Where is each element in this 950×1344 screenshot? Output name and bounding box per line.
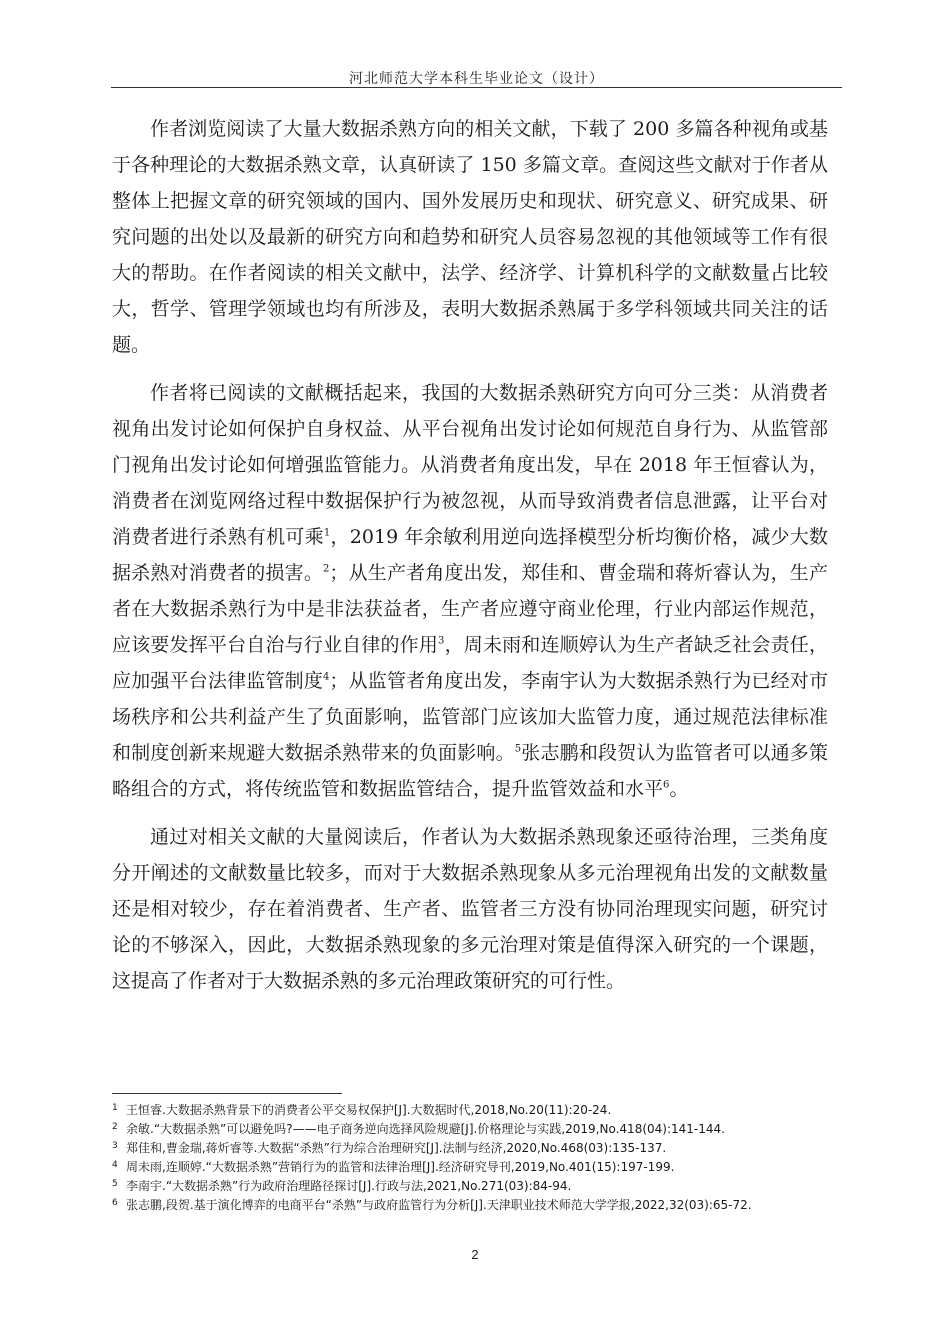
footnote-item xyxy=(112,1101,842,1120)
footnote-number: 2 xyxy=(112,1122,118,1132)
text-segment: 作者将已阅读的文献概括起来，我国的大数据杀熟研究方向可分三类：从消费者视角出发讨论如何保护自身权益、从平台视角出发讨论如何规范自身行为、从监管部门视角出发讨论如何增强监管能力。从消费者角度出发，早在 2018 年王恒睿认为，消费者在浏览网络过程中数据保护行为被忽视，从而导致消费者信息泄露，让平台对消费者进行杀熟有机可乘 xyxy=(112,382,828,548)
footnote-divider xyxy=(112,1093,342,1094)
footnote-reference: 6 xyxy=(663,779,670,791)
body-paragraph xyxy=(112,819,828,999)
body-paragraph xyxy=(112,111,828,363)
footnote-reference: 3 xyxy=(438,635,445,647)
footnote-text: 周未雨,连顺婷.“大数据杀熟”营销行为的监管和法律治理[J].经济研究导刊,2019,No.401(15):197-199. xyxy=(126,1160,675,1174)
footnote-number: 3 xyxy=(112,1141,118,1151)
footnote-item xyxy=(112,1177,842,1196)
page-number: 2 xyxy=(471,1247,479,1262)
text-segment: ，周未雨和连顺婷认为生产者缺乏社会责任，应加强平台法律监管制度 xyxy=(112,634,828,692)
footnote-text: 张志鹏,段贺.基于演化博弈的电商平台“杀熟”与政府监管行为分析[J].天津职业技术师范大学学报,2022,32(03):65-72. xyxy=(126,1198,752,1212)
text-segment: 作者浏览阅读了大量大数据杀熟方向的相关文献，下载了 200 多篇各种视角或基于各种理论的大数据杀熟文章，认真研读了 150 多篇文章。查阅这些文献对于作者从整体上把握文章的研究领域的国内、国外发展历史和现状、研究意义、研究成果、研究问题的出处以及最新的研究方向和趋势和研究人员容易忽视的其他领域等工作有很大的帮助。在作者阅读的相关文献中，法学、经济学、计算机科学的文献数量占比较大，哲学、管理学领域也均有所涉及，表明大数据杀熟属于多学科领域共同关注的话题。 xyxy=(112,118,828,356)
text-segment: ；从监管者角度出发，李南宇认为大数据杀熟行为已经对市场秩序和公共利益产生了负面影响，监管部门应该加大监管力度，通过规范法律标准和制度创新来规避大数据杀熟带来的负面影响。 xyxy=(112,670,828,764)
footnote-number: 4 xyxy=(112,1160,118,1170)
footnote-reference: 5 xyxy=(514,743,522,755)
text-segment: ；从生产者角度出发，郑佳和、曹金瑞和蒋炘睿认为，生产者在大数据杀熟行为中是非法获益者，生产者应遵守商业伦理，行业内部运作规范，应该要发挥平台自治与行业自律的作用 xyxy=(112,562,828,656)
text-segment: 张志鹏和段贺认为监管者可以通多策略组合的方式，将传统监管和数据监管结合，提升监管效益和水平 xyxy=(112,742,828,800)
footnote-text: 余敏.“大数据杀熟”可以避免吗?——电子商务逆向选择风险规避[J].价格理论与实践,2019,No.418(04):141-144. xyxy=(126,1122,725,1136)
footnote-number: 1 xyxy=(112,1103,118,1113)
text-segment: 。 xyxy=(669,778,689,800)
footnote-item xyxy=(112,1158,842,1177)
footnote-item xyxy=(112,1196,842,1215)
footnote-number: 6 xyxy=(112,1198,118,1208)
footnote-reference: 4 xyxy=(323,671,330,683)
footnote-text: 李南宇.“大数据杀熟”行为政府治理路径探讨[J].行政与法,2021,No.271(03):84-94. xyxy=(126,1179,572,1193)
footnote-reference: 2 xyxy=(323,563,330,575)
footnote-text: 王恒睿.大数据杀熟背景下的消费者公平交易权保护[J].大数据时代,2018,No.20(11):20-24. xyxy=(126,1103,612,1117)
body-paragraph xyxy=(112,375,828,807)
footnote-item xyxy=(112,1139,842,1158)
text-segment: 通过对相关文献的大量阅读后，作者认为大数据杀熟现象还亟待治理，三类角度分开阐述的文献数量比较多，而对于大数据杀熟现象从多元治理视角出发的文献数量还是相对较少，存在着消费者、生产者、监管者三方没有协同治理现实问题，研究讨论的不够深入，因此，大数据杀熟现象的多元治理对策是值得深入研究的一个课题，这提高了作者对于大数据杀熟的多元治理政策研究的可行性。 xyxy=(112,826,828,992)
running-header: 河北师范大学本科生毕业论文（设计） xyxy=(349,71,604,87)
footnote-text: 郑佳和,曹金瑞,蒋炘睿等.大数据“杀熟”行为综合治理研究[J].法制与经济,2020,No.468(03):135-137. xyxy=(126,1141,667,1155)
text-segment: ，2019 年余敏利用逆向选择模型分析均衡价格，减少大数据杀熟对消费者的损害。 xyxy=(112,526,828,584)
body-text xyxy=(112,111,828,1011)
footnote-item xyxy=(112,1120,842,1139)
footnote-number: 5 xyxy=(112,1179,118,1189)
footnotes xyxy=(112,1101,842,1215)
footnote-reference: 1 xyxy=(323,527,331,539)
header-rule xyxy=(111,87,842,88)
